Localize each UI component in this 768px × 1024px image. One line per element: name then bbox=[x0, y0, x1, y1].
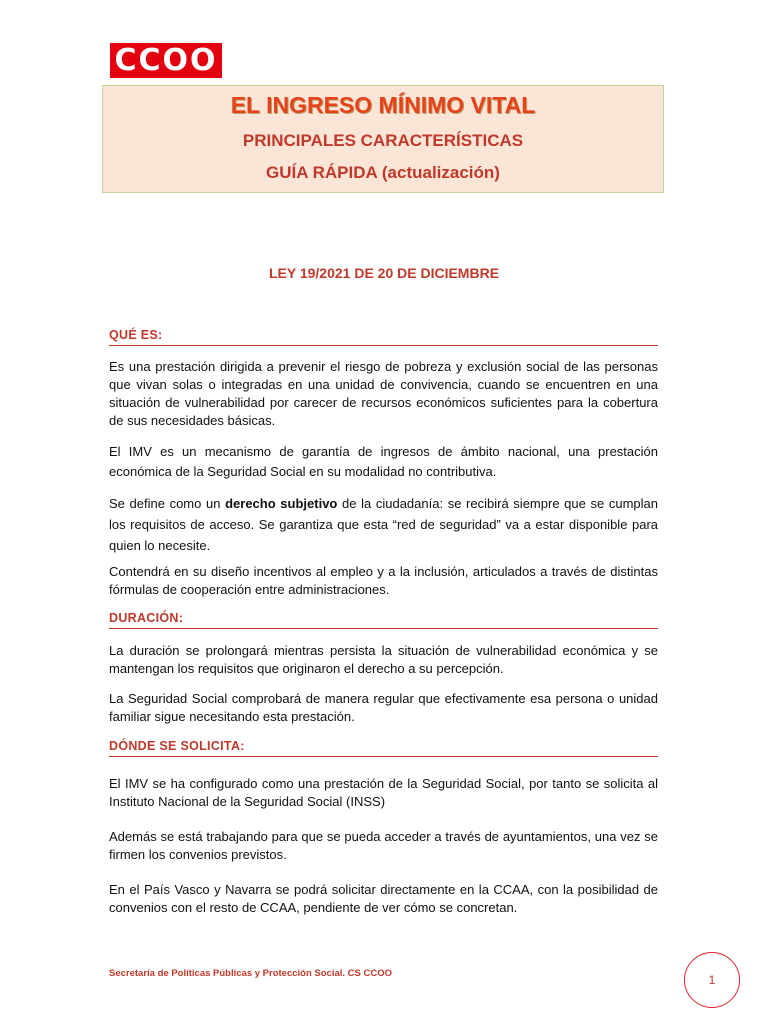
law-reference: LEY 19/2021 DE 20 DE DICIEMBRE bbox=[268, 265, 500, 281]
que-es-paragraph-4: Contendrá en su diseño incentivos al empleo y a la inclusión, articulados a través de distintas fórmulas de cooperación entre administraciones. bbox=[109, 564, 658, 597]
document-subtitle-guide: GUÍA RÁPIDA (actualización) bbox=[266, 163, 500, 182]
logo-text: CCOO bbox=[114, 42, 218, 78]
document-subtitle: PRINCIPALES CARACTERÍSTICAS bbox=[242, 131, 524, 150]
section-title-duracion: DURACIÓN: bbox=[109, 611, 658, 629]
footer-text: Secretaría de Políticas Públicas y Protección Social. CS CCOO bbox=[109, 968, 392, 979]
section-que-es bbox=[109, 328, 658, 346]
section-donde-se-solicita bbox=[109, 739, 658, 757]
document-title: EL INGRESO MÍNIMO VITAL bbox=[230, 92, 536, 118]
donde-paragraph-1: El IMV se ha configurado como una prestación de la Seguridad Social, por tanto se solicita al Instituto Nacional de la Seguridad Social (INSS) bbox=[109, 776, 658, 809]
donde-paragraph-2: Además se está trabajando para que se pueda acceder a través de ayuntamientos, una vez se firmen los convenios previstos. bbox=[109, 829, 658, 862]
title-box bbox=[102, 85, 664, 193]
page-number-value: 1 bbox=[708, 973, 716, 987]
que-es-paragraph-3 bbox=[109, 493, 658, 556]
section-title-donde: DÓNDE SE SOLICITA: bbox=[109, 739, 658, 757]
page-number bbox=[684, 952, 740, 1008]
section-title-que-es: QUÉ ES: bbox=[109, 328, 658, 346]
duracion-paragraph-1: La duración se prolongará mientras persista la situación de vulnerabilidad económica y se mantengan los requisitos que originaron el derecho a su percepción. bbox=[109, 643, 658, 676]
que-es-p3-text-rest: de la ciudadanía: se recibirá siempre que se cumplan los requisitos de acceso. Se garantiza que esta “red de seguridad” va a estar disponible para quien lo necesite. bbox=[109, 496, 658, 553]
que-es-paragraph-1: Es una prestación dirigida a prevenir el riesgo de pobreza y exclusión social de las personas que vivan solas o integradas en una unidad de convivencia, cuando se encuentren en una situación de vulnerabilidad por carecer de recursos económicos suficientes para la cobertura de sus necesidades básicas. bbox=[109, 359, 658, 428]
derecho-subjetivo-emphasis: derecho subjetivo bbox=[225, 496, 338, 511]
que-es-paragraph-2: El IMV es un mecanismo de garantía de ingresos de ámbito nacional, una prestación económica de la Seguridad Social en su modalidad no contributiva. bbox=[109, 444, 658, 479]
ccoo-logo bbox=[110, 43, 222, 78]
section-duracion bbox=[109, 611, 658, 629]
que-es-p3-text: Se define como un bbox=[109, 496, 226, 511]
donde-paragraph-3: En el País Vasco y Navarra se podrá solicitar directamente en la CCAA, con la posibilidad de convenios con el resto de CCAA, pendiente de ver cómo se concretan. bbox=[109, 882, 658, 915]
duracion-paragraph-2: La Seguridad Social comprobará de manera regular que efectivamente esa persona o unidad familiar sigue necesitando esta prestación. bbox=[109, 691, 658, 724]
